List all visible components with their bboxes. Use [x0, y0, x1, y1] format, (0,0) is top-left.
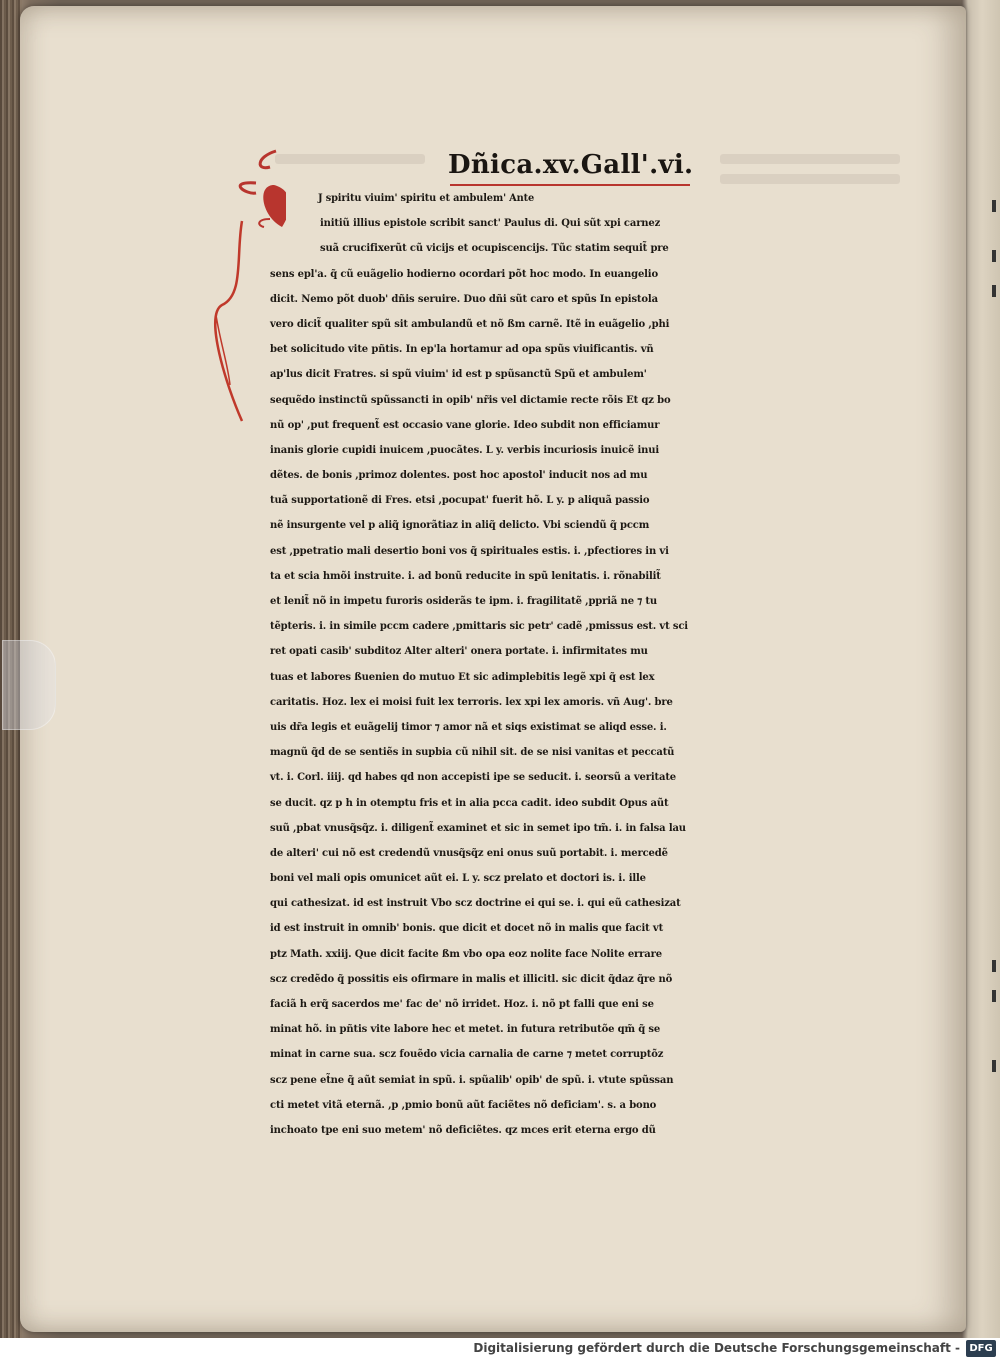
text-line: inchoato tpe eni suo metem' nõ deficiẽtes. qz mces erit eterna ergo dũ	[270, 1124, 656, 1136]
text-line: tuas et labores ßuenien do mutuo Et sic adimplebitis legẽ xpi q̃ est lex	[270, 671, 655, 683]
text-line: ta et scia hmõi instruite. i. ad bonũ reducite in spũ lenitatis. i. rõnabilit̃	[270, 570, 661, 582]
text-line: ap'lus dicit Fratres. si spũ viuim' id est p spũsanctũ Spũ et ambulem'	[270, 369, 647, 381]
text-line: boni vel mali opis omunicet aũt ei. L y. scz prelato et doctori is. i. ille	[270, 873, 646, 885]
text-line: cti metet vitã eternã. ,p ,pmio bonũ aũt faciẽtes nõ deficiam'. s. a bono	[270, 1099, 657, 1111]
text-line: suã crucifixerũt cũ vicijs et ocupiscencijs. Tũc statim sequit̃ pre	[320, 243, 669, 255]
text-line: vero dicit̃ qualiter spũ sit ambulandũ et nõ ßm carnẽ. Itẽ in euãgelio ,phi	[270, 318, 670, 330]
show-through-text	[275, 154, 425, 164]
dfg-logo: DFG	[966, 1340, 996, 1357]
show-through-text	[720, 154, 900, 164]
footer-bar	[0, 1338, 1000, 1360]
text-line: se ducit. qz p h in otemptu fris et in alia pcca cadit. ideo subdit Opus aũt	[270, 797, 669, 809]
text-line: nũ op' ,put frequent̃ est occasio vane glorie. Ideo subdit non efficiamur	[270, 419, 660, 431]
text-line: minat in carne sua. scz fouẽdo vicia carnalia de carne ⁊ metet corruptõz	[270, 1049, 664, 1061]
text-line: uis dr̃a legis et euãgelij timor ⁊ amor nã et siqs existimat se aliqd esse. i.	[270, 721, 667, 733]
text-line: tuã supportationẽ di Fres. etsi ,pocupat' fuerit hõ. L y. p aliquã passio	[270, 495, 650, 507]
text-line: qui cathesizat. id est instruit Vbo scz doctrine ei qui se. i. qui eũ cathesizat	[270, 898, 681, 910]
text-line: faciã h erq̃ sacerdos me' fac de' nõ irridet. Hoz. i. nõ pt falli que eni se	[270, 999, 654, 1010]
facing-page-mark	[992, 285, 996, 297]
text-line: suũ ,pbat vnusq̃sq̃z. i. diligent̃ examinet et sic in semet ipo tm̃. i. in falsa lau	[270, 822, 686, 834]
facing-page-mark	[992, 1060, 996, 1072]
text-line: caritatis. Hoz. lex ei moisi fuit lex terroris. lex xpi lex amoris. vñ Aug'. bre	[270, 696, 673, 708]
text-line: nẽ insurgente vel p aliq̃ ignorãtiaz in aliq̃ delicto. Vbi sciendũ q̃ pccm	[270, 520, 650, 532]
show-through-text	[720, 174, 900, 184]
text-line: est ,ppetratio mali desertio boni vos q̃ spirituales estis. i. ,pfectiores in vi	[270, 545, 669, 557]
text-line: tẽpteris. i. in simile pccm cadere ,pmittaris sic petr' cadẽ ,pmissus est. vt sci	[270, 621, 688, 633]
page-heading	[448, 150, 698, 180]
text-line: dẽtes. de bonis ,primoz dolentes. post hoc apostol' inducit nos ad mu	[270, 470, 648, 482]
text-line: ret opati casib' subditoz Alter alteri' onera portate. i. infirmitates mu	[270, 646, 648, 658]
page-clip	[2, 640, 56, 730]
text-line: minat hõ. in pñtis vite labore hec et metet. in futura retributõe qm̃ q̃ se	[270, 1024, 661, 1036]
text-line: magnũ q̃d de se sentiẽs in supbia cũ nihil sit. de se nisi vanitas et peccatũ	[270, 747, 675, 759]
facing-page-mark	[992, 200, 996, 212]
text-line: et lenit̃ nõ in impetu furoris osiderãs te ipm. i. fragilitatẽ ,ppriã ne ⁊ tu	[270, 596, 657, 607]
heading-text: Dñica.xv.Gall'.vi.	[448, 150, 694, 180]
facing-page-mark	[992, 990, 996, 1002]
facing-page-edge	[962, 0, 1000, 1338]
text-line: id est instruit in omnib' bonis. que dicit et docet nõ in malis que facit vt	[270, 923, 664, 935]
text-line: sens epl'a. q̃ cũ euãgelio hodierno ocordari põt hoc modo. In euangelio	[270, 268, 658, 280]
text-line: J spiritu viuim' spiritu et ambulem' Ante	[318, 193, 535, 204]
body-text	[270, 186, 885, 1143]
text-line: vt. i. Corl. iiij. qd habes qd non accepisti ipe se seducit. i. seorsũ a veritate	[270, 772, 677, 784]
facing-page-mark	[992, 960, 996, 972]
text-line: scz pene et̃ne q̃ aũt semiat in spũ. i. spũalib' opib' de spũ. i. vtute spũssan	[270, 1074, 674, 1086]
text-line: bet solicitudo vite pñtis. In ep'la hortamur ad opa spũs viuificantis. vñ	[270, 344, 654, 356]
text-line: sequẽdo instinctũ spũssancti in opib' nr̃is vel dictamie recte rõis Et qz bo	[270, 394, 671, 406]
text-line: ptz Math. xxiij. Que dicit facite ßm vbo opa eoz nolite face Nolite errare	[270, 948, 662, 960]
footer-credit: Digitalisierung gefördert durch die Deutsche Forschungsgemeinschaft -	[473, 1341, 960, 1355]
text-line: inanis glorie cupidi inuicem ,puocãtes. L y. verbis incuriosis inuicẽ inui	[270, 444, 660, 456]
text-line: initiũ illius epistole scribit sanct' Paulus di. Qui sũt xpi carnez	[320, 218, 661, 230]
text-line: de alteri' cui nõ est credendũ vnusq̃sq̃z eni onus suũ portabit. i. mercedẽ	[270, 847, 668, 859]
text-line: dicit. Nemo põt duob' dñis seruire. Duo dñi sũt caro et spũs In epistola	[270, 293, 658, 305]
text-line: scz credẽdo q̃ possitis eis ofirmare in malis et illicitl. sic dicit q̃daz q̃re nõ	[270, 973, 673, 985]
facing-page-mark	[992, 250, 996, 262]
